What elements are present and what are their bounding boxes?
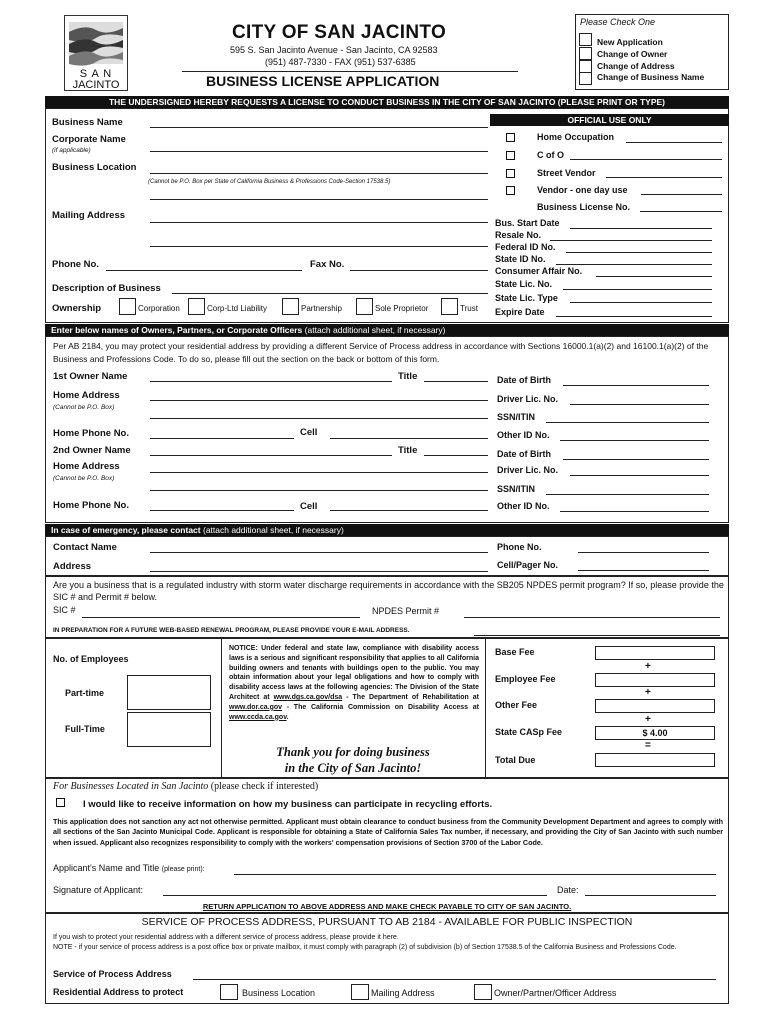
city-name: CITY OF SAN JACINTO — [232, 22, 447, 43]
option-change-name: Change of Business Name — [597, 72, 705, 82]
owner1-other-id-label: Other ID No. — [497, 430, 550, 440]
email-note: IN PREPARATION FOR A FUTURE WEB-BASED RENEWAL PROGRAM, PLEASE PROVIDE YOUR E-MAIL ADDRESS. — [53, 627, 410, 634]
owner2-dob-label: Date of Birth — [497, 449, 551, 459]
owner2-ssn-label: SSN/ITIN — [497, 484, 536, 494]
service-title: SERVICE OF PROCESS ADDRESS, PURSUANT TO AB 2184 - AVAILABLE FOR PUBLIC INSPECTION — [141, 916, 633, 928]
casp-fee-box — [595, 726, 715, 740]
notice-text-2: - The Department of Rehabilitation at — [342, 693, 480, 701]
description-field[interactable] — [172, 293, 488, 294]
ownership-label: Ownership — [52, 303, 102, 314]
owner1-name-field[interactable] — [150, 381, 392, 382]
owner1-title-label: Title — [398, 371, 418, 382]
email-field[interactable] — [474, 635, 720, 636]
corporate-name-field[interactable] — [150, 151, 488, 152]
sic-label: SIC # — [53, 605, 76, 615]
business-name-label: Business Name — [52, 117, 123, 128]
applicant-name-label — [53, 863, 205, 873]
notice-link-ccda[interactable]: www.ccda.ca.gov — [229, 713, 287, 721]
notice-text-1: NOTICE: Under federal and state law, compliance with disability access laws is a serious and significant responsibility that applies to all California building owners and tenants with buildings open to the public. You may obtain information about your legal obligations and how to comply with disability access laws at the following agencies: The Division of the State Architect at — [229, 645, 479, 701]
casp-fee-label: State CASp Fee — [495, 727, 563, 737]
official-state-lic-label: State Lic. No. — [495, 279, 553, 289]
business-name-field[interactable] — [150, 127, 488, 128]
official-cofo-label: C of O — [537, 150, 564, 160]
official-home-occupation-check[interactable] — [506, 133, 515, 142]
check-change-name[interactable] — [579, 72, 592, 85]
ownership-llc-box[interactable] — [188, 298, 205, 315]
residential-owner-label: Owner/Partner/Officer Address — [494, 988, 617, 998]
option-new-application: New Application — [597, 37, 663, 47]
phone-no-label: Phone No. — [52, 259, 99, 270]
corporate-name-label: Corporate Name — [52, 134, 126, 145]
official-cofo-check[interactable] — [506, 151, 515, 160]
owner1-driver-lic-label: Driver Lic. No. — [497, 394, 559, 404]
signature-field[interactable] — [163, 895, 547, 896]
contact-name-label: Contact Name — [53, 542, 117, 553]
business-location-field-2[interactable] — [150, 199, 488, 200]
official-start-date-label: Bus. Start Date — [495, 218, 560, 228]
recycling-check[interactable] — [56, 798, 65, 807]
official-license-no-label: Business License No. — [537, 202, 631, 212]
owner1-title-field[interactable] — [424, 381, 488, 382]
date-label: Date: — [557, 885, 579, 895]
full-time-box[interactable] — [127, 712, 211, 747]
recycling-heading — [53, 781, 318, 792]
official-vendor-day-check[interactable] — [506, 186, 515, 195]
service-address-label: Service of Process Address — [53, 969, 172, 979]
city-phone: (951) 487-7330 - FAX (951) 537-6385 — [265, 57, 416, 67]
plus-3: + — [645, 714, 651, 725]
ownership-sole-box[interactable] — [356, 298, 373, 315]
owner2-home-address-field-2[interactable] — [150, 490, 488, 491]
total-due-box[interactable] — [595, 753, 715, 767]
other-fee-box[interactable] — [595, 699, 715, 713]
ab2184-notice: Per AB 2184, you may protect your residential address by providing a different Service of Process address in accordance with Sections 16000.1(a)(2) and 16100.1(a)(2) of the Business and Professions Code. To do so, please fill out the section on the back or bottom of this form. — [53, 341, 709, 364]
mailing-address-field[interactable] — [150, 222, 488, 223]
owner1-dob-label: Date of Birth — [497, 375, 551, 385]
employee-fee-box[interactable] — [595, 673, 715, 687]
emergency-banner-note: (attach additional sheet, if necessary) — [202, 525, 344, 535]
part-time-label: Part-time — [65, 688, 105, 698]
check-new-application[interactable] — [579, 33, 592, 46]
residential-label: Residential Address to protect — [53, 987, 184, 997]
owner1-home-address-label: Home Address — [53, 390, 120, 401]
notice-link-dor[interactable]: www.dor.ca.gov — [229, 703, 283, 711]
logo-text-san: S A N — [79, 68, 113, 80]
plus-1: + — [645, 661, 651, 672]
npdes-field[interactable] — [464, 617, 720, 618]
total-due-label: Total Due — [495, 755, 536, 765]
ownership-corporation-box[interactable] — [119, 298, 136, 315]
business-location-label: Business Location — [52, 162, 137, 173]
owner1-home-phone-label: Home Phone No. — [53, 428, 130, 439]
official-state-lic-type-label: State Lic. Type — [495, 293, 558, 303]
residential-business-label: Business Location — [242, 988, 316, 998]
recycling-heading-note: (please check if interested) — [210, 781, 319, 792]
official-consumer-affair-label: Consumer Affair No. — [495, 266, 583, 276]
employees-title: No. of Employees — [53, 654, 129, 664]
official-expire-date-label: Expire Date — [495, 307, 545, 317]
emergency-banner-title: In case of emergency, please contact — [51, 525, 201, 535]
contact-address-field[interactable] — [150, 571, 488, 572]
terms-paragraph: This application does not sanction any act not otherwise permitted. Applicant must obtain clearance to conduct business from the Community Development Department and agrees to comply with all sections of the San Jacinto Municipal Code. Applicant is responsible for obtaining a State of California Sales Tax number, if necessary, and providing the City of San Jacinto with such number when issued. Applicant also recognizes responsibility to comply with the workers' compensation provisions of Section 3700 of the Labor Code. — [53, 817, 723, 847]
applicant-name-field[interactable] — [234, 874, 716, 875]
official-home-occupation-label: Home Occupation — [537, 132, 615, 142]
owner1-cannot-po: (Cannot be P.O. Box) — [53, 404, 115, 411]
plus-2: + — [645, 687, 651, 698]
owner1-cell-label: Cell — [300, 427, 318, 438]
other-fee-label: Other Fee — [495, 700, 538, 710]
fax-no-label: Fax No. — [310, 259, 345, 270]
owner1-home-phone-field[interactable] — [150, 438, 294, 439]
thanks-line-2: in the City of San Jacinto! — [284, 761, 422, 775]
owner2-home-address-label: Home Address — [53, 461, 120, 472]
fax-no-field[interactable] — [350, 270, 488, 271]
logo-waves-icon — [65, 18, 127, 68]
official-street-vendor-label: Street Vendor — [537, 168, 596, 178]
description-label: Description of Business — [52, 283, 161, 294]
owner2-cannot-po: (Cannot be P.O. Box) — [53, 475, 115, 482]
owner2-name-label: 2nd Owner Name — [53, 445, 131, 456]
ownership-trust-box[interactable] — [441, 298, 458, 315]
form-title: BUSINESS LICENSE APPLICATION — [206, 73, 440, 89]
owner1-home-address-field[interactable] — [150, 400, 488, 401]
mailing-address-label: Mailing Address — [52, 210, 126, 221]
residential-mailing-label: Mailing Address — [371, 988, 435, 998]
official-use-header: OFFICIAL USE ONLY — [490, 114, 729, 126]
notice-text-4: . — [286, 713, 289, 721]
request-banner: THE UNDERSIGNED HEREBY REQUESTS A LICENSE TO CONDUCT BUSINESS IN THE CITY OF SAN JACINTO (PLEASE PRINT OR TYPE) — [45, 96, 729, 108]
owners-banner-note: (attach additional sheet, if necessary) — [304, 325, 446, 335]
check-one-title: Please Check One — [580, 17, 656, 27]
service-note-2: NOTE - if your service of process address is a post office box or private mailbox, it must comply with paragraph (2) of subdivision (b) of Section 17538.5 of the California Business and Professions Code. — [53, 944, 677, 951]
base-fee-label: Base Fee — [495, 647, 535, 657]
owner2-title-label: Title — [398, 445, 418, 456]
owner1-name-label: 1st Owner Name — [53, 371, 128, 382]
contact-cell-label: Cell/Pager No. — [497, 560, 559, 570]
option-change-address: Change of Address — [597, 61, 675, 71]
recycling-check-text: I would like to receive information on how my business can participate in recycling efforts. — [83, 799, 493, 810]
ownership-trust-label: Trust — [460, 304, 478, 313]
city-address: 595 S. San Jacinto Avenue - San Jacinto, CA 92583 — [230, 45, 438, 55]
applicant-name-text: Applicant's Name and Title — [53, 863, 160, 873]
po-box-note: (Cannot be P.O. Box per State of California Business & Professions Code-Section 17538.5) — [148, 179, 391, 185]
official-state-id-label: State ID No. — [495, 254, 546, 264]
owner2-name-field[interactable] — [150, 455, 392, 456]
logo-text-jacinto: JACINTO — [72, 79, 120, 91]
full-time-label: Full-Time — [65, 724, 105, 734]
applicant-name-print: (please print): — [161, 866, 205, 873]
recycling-heading-text: For Businesses Located in San Jacinto — [53, 781, 209, 792]
equals-sign: = — [645, 740, 651, 751]
owner1-home-address-field-2[interactable] — [150, 418, 488, 419]
stormwater-question: Are you a business that is a regulated industry with storm water discharge requirements in accordance with the SB205 NPDES permit program? If so, please provide the SIC # and Permit # below. — [53, 580, 724, 602]
ownership-partnership-box[interactable] — [282, 298, 299, 315]
phone-no-field[interactable] — [106, 270, 302, 271]
owner2-driver-lic-label: Driver Lic. No. — [497, 465, 559, 475]
owners-banner-title: Enter below names of Owners, Partners, or Corporate Officers — [51, 325, 303, 335]
owner2-home-address-field[interactable] — [150, 472, 488, 473]
owner2-title-field[interactable] — [424, 455, 488, 456]
employee-fee-label: Employee Fee — [495, 674, 556, 684]
date-field[interactable] — [585, 895, 716, 896]
service-note-1: If you wish to protect your residential address with a different service of process address, please provide it here. — [53, 934, 399, 941]
notice-link-dsa[interactable]: www.dgs.ca.gov/dsa — [273, 693, 343, 701]
contact-name-field[interactable] — [150, 552, 488, 553]
base-fee-box[interactable] — [595, 646, 715, 660]
ownership-partnership-label: Partnership — [301, 304, 342, 313]
npdes-label: NPDES Permit # — [372, 606, 440, 616]
official-street-vendor-check[interactable] — [506, 169, 515, 178]
ownership-sole-label: Sole Proprietor — [375, 304, 429, 313]
emergency-banner — [45, 524, 729, 536]
residential-owner-box[interactable] — [474, 984, 492, 1000]
official-vendor-day-label: Vendor - one day use — [537, 185, 628, 195]
official-resale-label: Resale No. — [495, 230, 542, 240]
contact-address-label: Address — [53, 561, 92, 572]
owner2-other-id-label: Other ID No. — [497, 501, 550, 511]
owner2-cell-label: Cell — [300, 501, 318, 512]
part-time-box[interactable] — [127, 675, 211, 710]
return-note: RETURN APPLICATION TO ABOVE ADDRESS AND MAKE CHECK PAYABLE TO CITY OF SAN JACINTO. — [202, 902, 572, 911]
residential-business-box[interactable] — [220, 984, 238, 1000]
residential-mailing-box[interactable] — [351, 984, 369, 1000]
city-logo — [64, 15, 128, 91]
ownership-corporation-label: Corporation — [138, 304, 180, 313]
if-applicable-note: (if applicable) — [52, 147, 91, 154]
option-change-owner: Change of Owner — [597, 49, 668, 59]
owner2-home-phone-label: Home Phone No. — [53, 500, 130, 511]
owner1-ssn-label: SSN/ITIN — [497, 412, 536, 422]
contact-phone-label: Phone No. — [497, 542, 542, 552]
disability-notice — [229, 644, 479, 722]
check-change-owner[interactable] — [579, 47, 592, 60]
notice-text-3: - The California Commission on Disability Access at — [282, 703, 479, 711]
official-federal-id-label: Federal ID No. — [495, 242, 556, 252]
owner2-home-phone-field[interactable] — [150, 510, 294, 511]
service-address-field[interactable] — [193, 979, 716, 980]
ownership-llc-label: Corp-Ltd Liability — [207, 304, 268, 313]
owner2-cell-field[interactable] — [330, 510, 488, 511]
signature-label: Signature of Applicant: — [53, 885, 144, 895]
business-location-field[interactable] — [150, 173, 488, 174]
mailing-address-field-2[interactable] — [150, 246, 488, 247]
owners-banner — [45, 324, 729, 336]
casp-fee-amount: $ 4.00 — [642, 728, 668, 738]
thanks-line-1: Thank you for doing business — [276, 745, 430, 759]
sic-field[interactable] — [82, 617, 360, 618]
owner1-cell-field[interactable] — [330, 438, 488, 439]
